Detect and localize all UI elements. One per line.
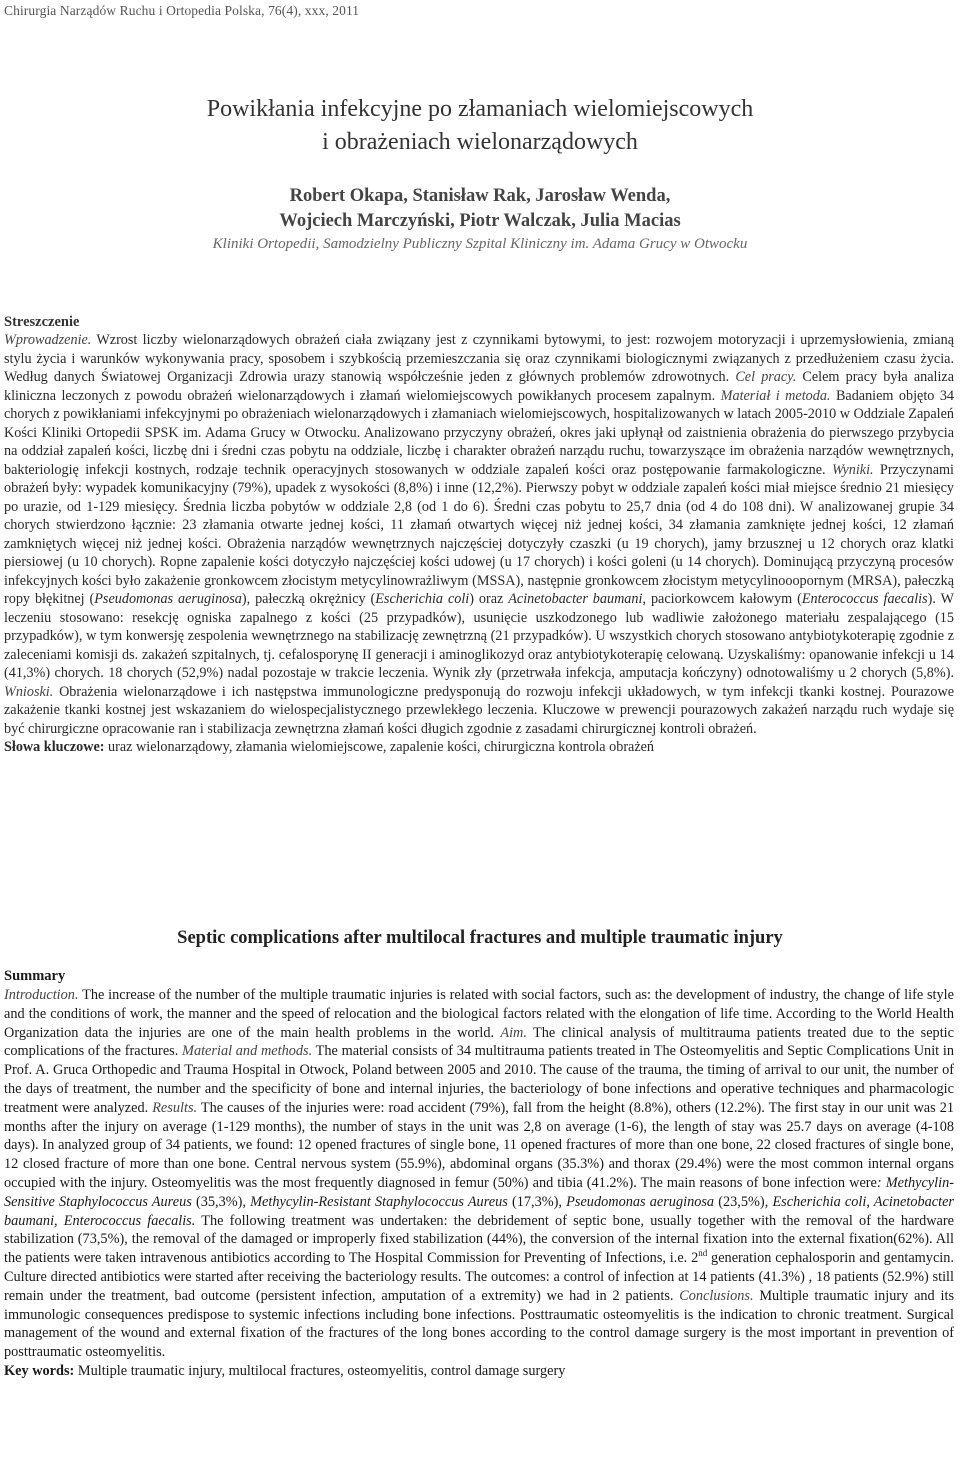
organism-pl-3: Acinetobacter baumani	[508, 591, 643, 607]
organism-pl-2: Escherichia coli	[375, 591, 470, 607]
methods-text-en: The material consists of 34 multitrauma patients treated in The Osteomyelitis and Septic Complications Unit in Prof. A. Gruca Orthopedic and Trauma Hospital in Otwock, Poland between 2005 and 2010. The cause of the trauma, the timing of arrival to our unit, the number of the days of treatment, the number and the specificity of bone and internal injuries, the bacteriology of bone infections and operative techniques and pharmacologic treatment were analyzed.	[4, 1043, 954, 1116]
results-label-en: Results.	[152, 1099, 198, 1116]
abstract-body-pl	[4, 331, 954, 738]
results-text-pl-c: ) oraz	[469, 591, 509, 607]
keywords-label-pl: Słowa kluczowe:	[4, 739, 105, 755]
results-text-en-a: The causes of the injuries were: road accident (79%), fall from the height (8.8%), others (12.2%). The first stay in our unit was 21 months after the injury on average (1-129 months), the number of stays in the unit was 2,8 on average (1-6), the length of stay was 25.7 days on average (4-108 days). In analyzed group of 34 patients, we found: 12 opened fractures of single bone, 11 opened fractures of more than one bone, 22 closed fractures of single bone, 12 closed fracture of more than one bone. Central nervous system (55.9%), abdominal organs (35.3%) and thorax (29.4%) were the most common internal organs occupied with the injury. Osteomyelitis was the most frequently diagnosed in femur (50%) and tibia (41.2%). The main reasons of bone infection were	[4, 1099, 955, 1191]
organism-en-1: : Methycylin-Sensitive Staphylococcus Aureus	[4, 1174, 954, 1210]
intro-label-pl: Wprowadzenie.	[4, 332, 92, 348]
organism-pl-4: Enterococcus faecalis	[801, 591, 928, 607]
conclusions-label-en: Conclusions.	[679, 1287, 754, 1304]
abstract-heading-pl: Streszczenie	[4, 314, 80, 330]
intro-text-pl: Wzrost liczby wielonarządowych obrażeń ciała związany jest z czynnikami bytowymi, to jest: rozwojem motoryzacji i uprzemysłowienia, zmianą stylu życia i warunków wykonywania pracy, sposobem i szybkością przemieszczania się oraz czynnikami biologicznymi związanych z przedłużeniem czasu życia. Według danych Światowej Organizacji Zdrowia urazy stanowią współcześnie jeden z głównych problemów zdrowotnych.	[4, 332, 954, 385]
article-title-line-2: i obrażeniach wielonarządowych	[322, 129, 638, 155]
conclusions-text-en: Multiple traumatic injury and its immunologic consequences predispose to systemic infections including bone infections. Posttraumatic osteomyelitis is the indication to chronic treatment. Surgical management of the wound and external fixation of the fractures of the long bones according to the control damage surgery is the most important in prevention of posttraumatic osteomyelitis.	[4, 1287, 955, 1361]
methods-label-pl: Materiał i metoda.	[720, 387, 831, 404]
organism-en-4: Escherichia coli, Acinetobacter baumani, Enterococcus faecalis.	[4, 1193, 954, 1229]
abstract-body-en	[4, 986, 954, 1362]
organism-en-2: Methycylin-Resistant Staphylococcus Aureus	[250, 1193, 508, 1210]
organism-pl-1: Pseudomonas aeruginosa	[94, 591, 242, 607]
aim-label-pl: Cel pracy.	[735, 369, 797, 385]
author-list	[0, 184, 960, 234]
running-head: Chirurgia Narządów Ruchu i Ortopedia Polska, 76(4), xxx, 2011	[4, 3, 360, 18]
article-title	[0, 93, 960, 159]
abstract-english	[4, 967, 954, 1381]
aim-text-en: The clinical analysis of multitrauma patients treated due to the septic complications of the fractures.	[4, 1024, 954, 1060]
ordinal-superscript: nd	[698, 1248, 708, 1259]
methods-label-en: Material and methods.	[182, 1043, 313, 1060]
intro-label-en: Introduction.	[4, 987, 79, 1003]
results-text-en-c: (17,3%),	[507, 1193, 567, 1210]
results-text-pl-e: ). W leczeniu stosowano: resekcję ogniska zapalnego z kości (25 przypadków), usunięcie uszkodzonego lub wadliwie założonego materiału zespalającego (15 przypadków), w tym konwersję zespolenia wewnętrznego na stabilizację zewnętrzną (21 przypadków). U wszystkich chorych stosowano antybiotykoterapię zgodnie z zaleceniami komisji ds. zakażeń szpitalnych, tj. cefalosporynę II generacji i aminoglikozyd oraz antybiotykoterapię celowaną. Uzyskaliśmy: opanowanie infekcji u 14 (41,3%) chorych. 18 chorych (52,9%) nadal pozostaje w trakcie leczenia. Wynik zły (przetrwała infekcja, amputacja kończyny) odnotowaliśmy u 2 chorych (5,8%).	[4, 591, 954, 681]
abstract-heading-en: Summary	[4, 968, 66, 984]
results-text-en-b: (35,3%),	[191, 1193, 251, 1210]
article-title-line-1: Powikłania infekcyjne po złamaniach wielomiejscowych	[206, 96, 754, 122]
author-line-1: Robert Okapa, Stanisław Rak, Jarosław Wenda,	[289, 186, 671, 206]
abstract-polish	[4, 313, 954, 757]
results-text-en-d: (23,5%),	[714, 1193, 773, 1210]
keywords-pl	[4, 738, 954, 757]
keywords-text-pl: uraz wielonarządowy, złamania wielomiejscowe, zapalenie kości, chirurgiczna kontrola obrażeń	[104, 739, 655, 755]
conclusions-text-pl: Obrażenia wielonarządowe i ich następstwa immunologiczne predysponują do rozwoju infekcji układowych, w tym infekcji tkanki kostnej. Pourazowe zakażenie tkanki kostnej jest wskazaniem do wielospecjalistycznego przewlekłego leczenia. Kluczowe w prewencji pourazowych zakażeń narządu ruch wydaje się być chirurgiczne opracowanie ran i stabilizacja zewnętrzna złamań kości długich zgodnie z zasadami chirurgicznej kontroli obrażeń.	[4, 683, 954, 737]
keywords-en	[4, 1362, 954, 1381]
aim-label-en: Aim.	[500, 1024, 527, 1041]
intro-text-en: The increase of the number of the multiple traumatic injuries is related with social factors, such as: the development of industry, the change of life style and the conditions of work, the manner and the speed of relocation and the biological factors related with the elongation of life time. According to the World Health Organization data the injuries are one of the main health problems in the world.	[4, 987, 954, 1041]
results-text-en-e: The following treatment was undertaken: the debridement of septic bone, usually together with the removal of the hardware stabilization (73,5%), the removal of the damaged or improperly fixed stabilization (44%), the conversion of the internal fixation into the external fixation(62%). All the patients were taken intravenous antibiotics according to The Hospital Commission for Preventing of Infections, i.e. 2	[4, 1212, 954, 1267]
results-text-en-f: generation cephalosporin and gentamycin. Culture directed antibiotics were started after receiving the bacteriology results. The outcomes: a control of infection at 14 patients (41.3%) , 18 patients (52.9%) still remain under the treatment, bad outcome (persistent infection, amputation of a extremity) we had in 2 patients.	[4, 1250, 954, 1304]
organism-en-3: Pseudomonas aeruginosa	[566, 1193, 715, 1210]
conclusions-label-pl: Wnioski.	[4, 683, 54, 700]
results-text-pl-d: , paciorkowcem kałowym (	[642, 591, 802, 607]
author-line-2: Wojciech Marczyński, Piotr Walczak, Julia Macias	[279, 211, 681, 231]
aim-text-pl: Celem pracy była analiza kliniczna leczonych z powodu obrażeń wielonarządowych i złamań wielomiejscowych powikłanych procesem zapalnym.	[4, 369, 954, 404]
english-title: Septic complications after multilocal fractures and multiple traumatic injury	[177, 928, 783, 948]
methods-text-pl: Badaniem objęto 34 chorych z powikłaniami infekcyjnymi po obrażeniach wielonarządowych i złamaniach wielomiejscowych, hospitalizowanych w latach 2005-2010 w Oddziale Zapaleń Kości Kliniki Ortopedii SPSK im. Adama Grucy w Otwocku. Analizowano przyczyny obrażeń, okres jaki upłynął od zaistnienia obrażenia do pierwszego przybycia na oddział zapaleń kości, liczbę dni i średni czas pobytu na oddziale, liczbę i charakter obrażeń narządu ruchu, towarzyszące im obrażenia narządów wewnętrznych, bakteriologię infekcji kostnych, rodzaje technik operacyjnych stosowanych w oddziale zapaleń kości oraz postępowanie farmakologiczne.	[4, 387, 955, 478]
keywords-text-en: Multiple traumatic injury, multilocal fractures, osteomyelitis, control damage surgery	[74, 1362, 566, 1379]
affiliation: Kliniki Ortopedii, Samodzielny Publiczny Szpital Kliniczny im. Adama Grucy w Otwocku	[212, 236, 748, 252]
keywords-label-en: Key words:	[4, 1362, 75, 1379]
results-text-pl-a: Przyczynami obrażeń były: wypadek komunikacyjny (79%), upadek z wysokości (8,8%) i inne (12,2%). Pierwszy pobyt w oddziale zapaleń kości miał miejsce średnio 21 miesięcy po urazie, od 1-129 miesięcy. Średnia liczba pobytów w oddziale 2,8 (od 1 do 6). Średni czas pobytu to 25,7 dnia (od 4 do 108 dni). W analizowanej grupie 34 chorych stwierdzono łącznie: 23 złamania otwarte jednej kości, 11 złamań otwartych więcej niż jednej kości, 34 złamania zamknięte jednej kości, 12 złamań zamkniętych więcej niż jednej kości. Obrażenia narządów wewnętrznych najczęściej dotyczyły czaszki (u 19 chorych), jamy brzusznej u 12 chorych oraz klatki piersiowej (u 10 chorych). Ropne zapalenie kości dotyczyło najczęściej kości udowej (u 17 chorych) i kości goleni (u 14 chorych). Dominującą przyczyną procesów infekcyjnych kości było zakażenie gronkowcem złocistym metycylinowrażliwym (MSSA), następnie gronkowcem złocistym metycylinooopornym (MRSA), pałeczką ropy błękitnej (	[4, 461, 954, 607]
results-text-pl-b: ), pałeczką okrężnicy (	[241, 591, 376, 607]
results-label-pl: Wyniki.	[831, 461, 874, 478]
